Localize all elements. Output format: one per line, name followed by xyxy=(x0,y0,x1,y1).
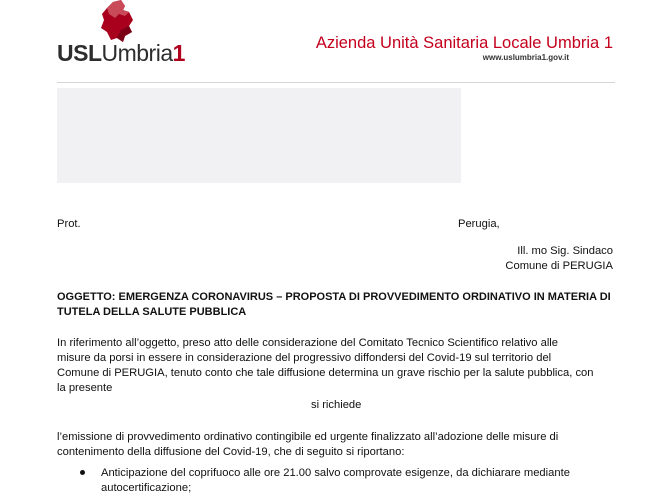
body-paragraph-1-line-4: la presente xyxy=(57,382,113,394)
recipient-office: Comune di PERUGIA xyxy=(505,260,613,272)
body-paragraph-2-line-2: contenimento della diffusione del Covid-19, che di seguito si riportano: xyxy=(57,446,405,458)
bullet-1-line-1: Anticipazione del coprifuoco alle ore 21.00 salvo comprovate esigenze, da dichiarare mediante xyxy=(101,467,570,479)
logo-usl: USL xyxy=(57,40,102,66)
logo-wordmark xyxy=(57,40,185,66)
logo-umbria: Umbria xyxy=(101,40,173,66)
header-divider xyxy=(57,82,615,83)
website-url: www.uslumbria1.gov.it xyxy=(482,53,569,62)
umbria-region-map-icon xyxy=(99,0,139,42)
usl-umbria-logo xyxy=(57,0,187,72)
city-date: Perugia, xyxy=(458,218,500,230)
bullet-1-line-2: autocertificazione; xyxy=(101,482,192,494)
body-paragraph-1-line-1: In riferimento all’oggetto, preso atto delle considerazione del Comitato Tecnico Scientifico relativo alle xyxy=(57,337,559,349)
subject-line-1: OGGETTO: EMERGENZA CORONAVIRUS – PROPOSTA DI PROVVEDIMENTO ORDINATIVO IN MATERIA DI xyxy=(57,291,611,303)
prot-label: Prot. xyxy=(57,218,81,230)
logo-number: 1 xyxy=(172,40,185,66)
recipient-title: Ill. mo Sig. Sindaco xyxy=(517,245,613,257)
body-paragraph-1-line-2: misure da porsi in essere in considerazione del progressivo diffondersi del Covid-19 sul territorio del xyxy=(57,352,552,364)
agency-name: Azienda Unità Sanitaria Locale Umbria 1 xyxy=(315,34,613,52)
request-line: si richiede xyxy=(311,399,362,411)
body-paragraph-2-line-1: l’emissione di provvedimento ordinativo contingibile ed urgente finalizzato all’adozione delle misure di xyxy=(57,431,559,443)
body-paragraph-1-line-3: Comune di PERUGIA, tenuto conto che tale diffusione determina un grave rischio per la salute pubblica, con xyxy=(57,367,594,379)
bullet-icon xyxy=(80,470,85,475)
redacted-area xyxy=(57,88,461,183)
subject-line-2: TUTELA DELLA SALUTE PUBBLICA xyxy=(57,306,247,318)
